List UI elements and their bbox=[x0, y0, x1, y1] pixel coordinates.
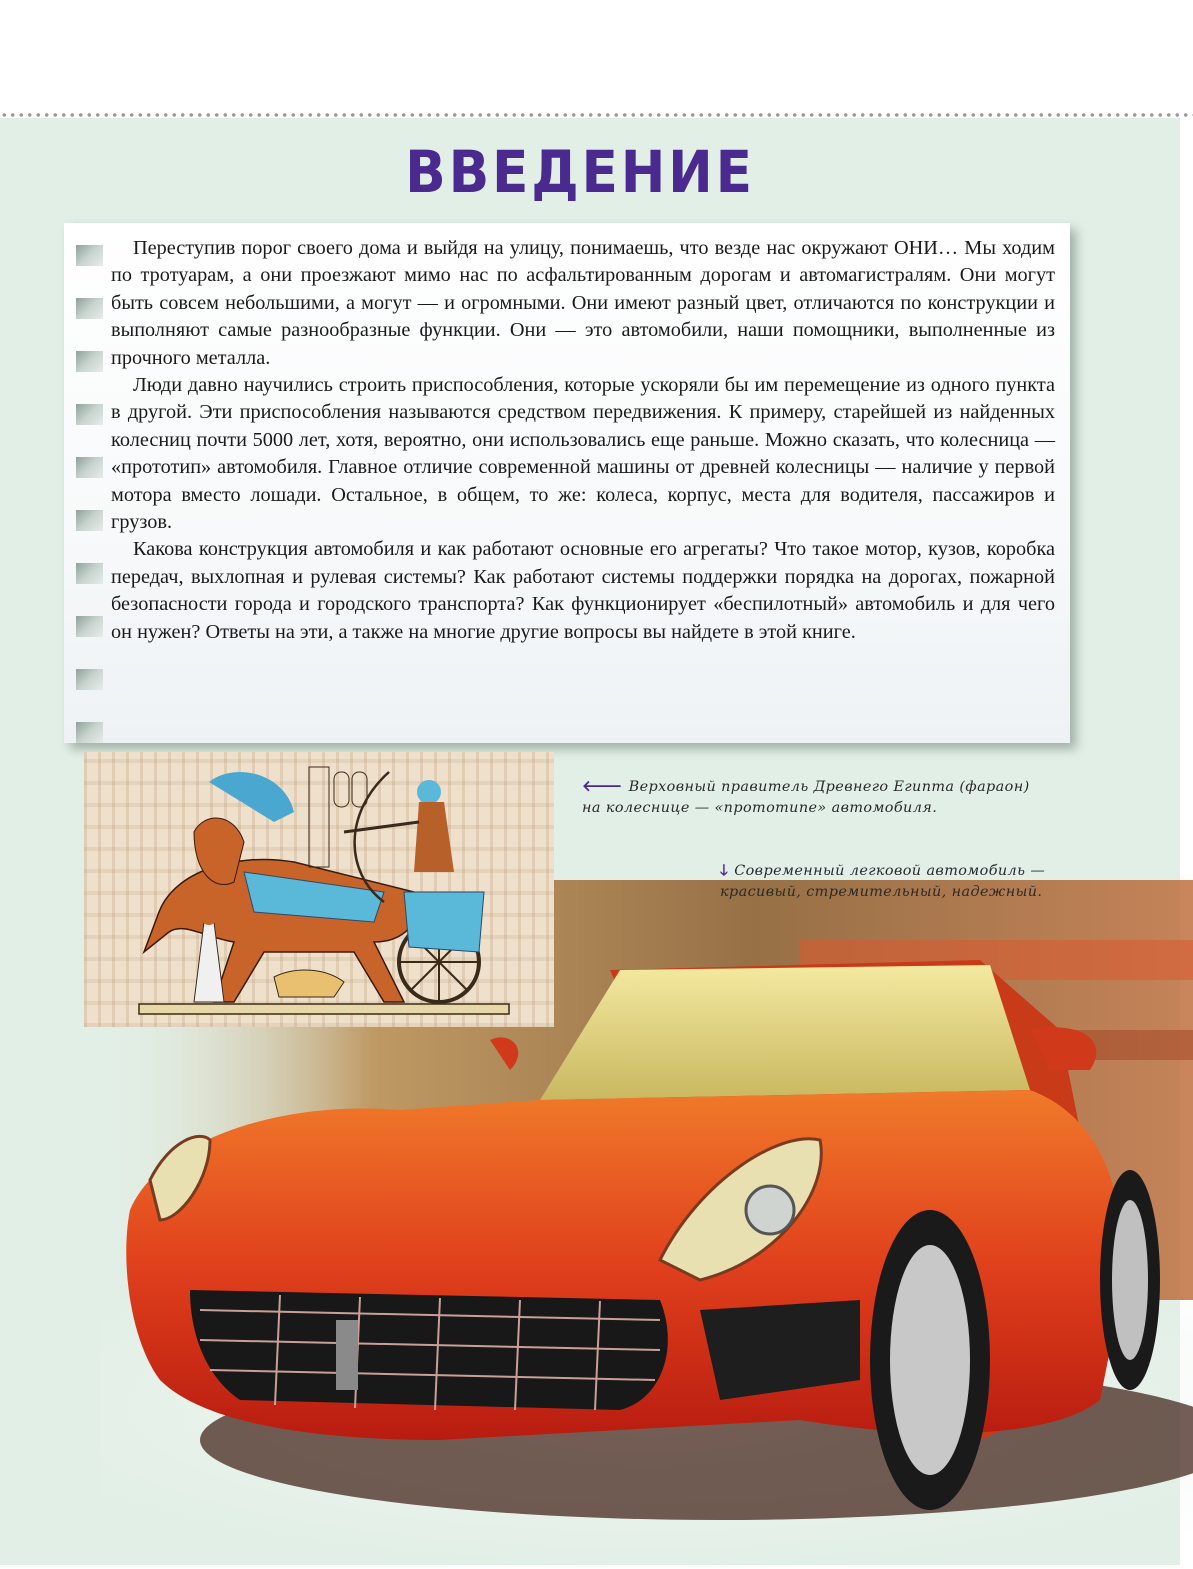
chariot-caption-text: Верховный правитель Древнего Египта (фараон) на колеснице — «прототипе» автомобиля. bbox=[582, 779, 1030, 816]
arrow-left-icon: 🡐 bbox=[582, 777, 623, 795]
square-marker bbox=[76, 457, 103, 478]
page-title: ВВЕДЕНИЕ bbox=[405, 138, 755, 206]
square-marker bbox=[76, 722, 103, 743]
intro-text-panel bbox=[64, 223, 1070, 743]
paragraph: Люди давно научились строить приспособления, которые ускоряли бы им перемещение из одного пункта в другой. Эти приспособления называются средством передвижения. К примеру, старейшей из найденных колесниц почти 5000 лет, хотя, вероятно, они использовались еще раньше. Можно сказать, что колесница — «прототип» автомобиля. Главное отличие современной машины от древней колесницы — наличие у первой мотора вместо лошади. Остальное, в общем, то же: колеса, корпус, места для водителя, пассажиров и грузов. bbox=[111, 374, 1055, 534]
car-caption-text: Современный легковой автомобиль — красивый, стремительный, надежный. bbox=[720, 863, 1046, 900]
arrow-down-icon: 🡓 bbox=[720, 861, 729, 879]
square-marker bbox=[76, 404, 103, 425]
square-marker bbox=[76, 510, 103, 531]
car-caption bbox=[720, 860, 1060, 903]
chariot-caption bbox=[582, 776, 1042, 819]
square-marker bbox=[76, 351, 103, 372]
square-marker bbox=[76, 245, 103, 266]
paragraph: Переступив порог своего дома и выйдя на улицу, понимаешь, что везде нас окружают ОНИ… Мы ходим по тротуарам, а они проезжают мимо нас по асфальтированным дорогам и автомагистралям. Они могут быть совсем небольшими, а могут — и огромными. Они имеют разный цвет, отличаются по конструкции и выполняют самые разнообразные функции. Они — это автомобили, наши помощники, выполненные из прочного металла. bbox=[111, 237, 1055, 369]
square-marker bbox=[76, 616, 103, 637]
chariot-image bbox=[84, 752, 554, 1027]
paragraph: Какова конструкция автомобиля и как работают основные его агрегаты? Что такое мотор, кузов, коробка передач, выхлопная и рулевая системы? Как работают системы поддержки порядка на дорогах, пожарной безопасности города и городского транспорта? Как функционирует «беспилотный» автомобиль и для чего он нужен? Ответы на эти, а также на многие другие вопросы вы найдете в этой книге. bbox=[111, 538, 1055, 643]
square-marker bbox=[76, 563, 103, 584]
square-marker bbox=[76, 669, 103, 690]
square-marker bbox=[76, 298, 103, 319]
intro-text bbox=[111, 235, 1055, 646]
